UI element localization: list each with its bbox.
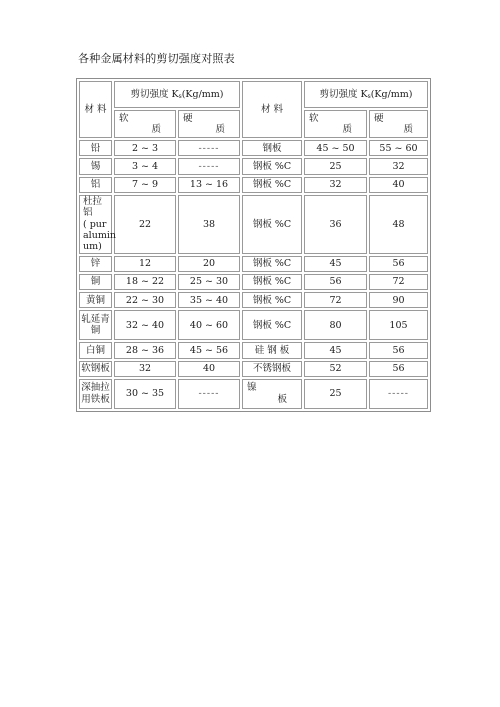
table-row bbox=[79, 256, 428, 272]
soft-value: 12 bbox=[114, 256, 176, 272]
material-cell: 钢板 %C bbox=[242, 195, 302, 254]
table-row bbox=[79, 379, 428, 409]
hard-value: 13 ~ 16 bbox=[178, 177, 240, 193]
material-cell: 镍 板 bbox=[242, 379, 302, 409]
hard-value: 20 bbox=[178, 256, 240, 272]
material-cell: 钢板 %C bbox=[242, 158, 302, 174]
hard-value: 40 bbox=[369, 177, 428, 193]
soft-value: 18 ~ 22 bbox=[114, 274, 176, 290]
document-title: 各种金属材料的剪切强度对照表 bbox=[78, 52, 235, 65]
hard-value: 35 ~ 40 bbox=[178, 292, 240, 308]
soft-value: 32 bbox=[114, 361, 176, 377]
soft-value: 22 bbox=[114, 195, 176, 254]
soft-value: 22 ~ 30 bbox=[114, 292, 176, 308]
header-strength-right: 剪切强度 Ks(Kg/mm) bbox=[304, 81, 428, 108]
table-row bbox=[79, 177, 428, 193]
hard-value: 90 bbox=[369, 292, 428, 308]
hard-value: ----- bbox=[178, 158, 240, 174]
material-cell: 轧延青 铜 bbox=[79, 310, 112, 340]
hard-value: ----- bbox=[369, 379, 428, 409]
shear-strength-table bbox=[76, 78, 431, 412]
soft-value: 36 bbox=[304, 195, 367, 254]
table-row bbox=[79, 310, 428, 340]
material-cell: 锡 bbox=[79, 158, 112, 174]
table-row bbox=[79, 140, 428, 156]
material-cell: 白铜 bbox=[79, 342, 112, 358]
soft-value: 45 bbox=[304, 256, 367, 272]
material-cell: 铝 bbox=[79, 177, 112, 193]
hard-value: ----- bbox=[178, 379, 240, 409]
soft-value: 52 bbox=[304, 361, 367, 377]
hard-value: 40 bbox=[178, 361, 240, 377]
hard-value: 48 bbox=[369, 195, 428, 254]
header-row-1 bbox=[79, 81, 428, 108]
header-hard-left: 硬 质 bbox=[178, 110, 240, 138]
material-cell: 深抽拉 用铁板 bbox=[79, 379, 112, 409]
material-cell: 钢板 %C bbox=[242, 274, 302, 290]
soft-value: 80 bbox=[304, 310, 367, 340]
material-cell: 杜拉铝 ( pur alumin um) bbox=[79, 195, 112, 254]
hard-value: 55 ~ 60 bbox=[369, 140, 428, 156]
header-soft-left: 软 质 bbox=[114, 110, 176, 138]
material-cell: 硅 钢 板 bbox=[242, 342, 302, 358]
table-row bbox=[79, 158, 428, 174]
hard-value: 56 bbox=[369, 361, 428, 377]
soft-value: 32 ~ 40 bbox=[114, 310, 176, 340]
header-soft-right: 软 质 bbox=[304, 110, 367, 138]
hard-value: 25 ~ 30 bbox=[178, 274, 240, 290]
soft-value: 45 bbox=[304, 342, 367, 358]
soft-value: 30 ~ 35 bbox=[114, 379, 176, 409]
soft-value: 7 ~ 9 bbox=[114, 177, 176, 193]
header-material-right: 材 料 bbox=[242, 81, 302, 138]
hard-value: 38 bbox=[178, 195, 240, 254]
soft-value: 45 ~ 50 bbox=[304, 140, 367, 156]
soft-value: 2 ~ 3 bbox=[114, 140, 176, 156]
soft-value: 28 ~ 36 bbox=[114, 342, 176, 358]
soft-value: 56 bbox=[304, 274, 367, 290]
hard-value: 56 bbox=[369, 342, 428, 358]
soft-value: 3 ~ 4 bbox=[114, 158, 176, 174]
material-cell: 铅 bbox=[79, 140, 112, 156]
hard-value: 105 bbox=[369, 310, 428, 340]
table-row bbox=[79, 361, 428, 377]
soft-value: 72 bbox=[304, 292, 367, 308]
material-cell: 钢板 %C bbox=[242, 256, 302, 272]
material-cell: 黄铜 bbox=[79, 292, 112, 308]
table-row bbox=[79, 195, 428, 254]
material-cell: 钢板 bbox=[242, 140, 302, 156]
table-row bbox=[79, 274, 428, 290]
table-row bbox=[79, 292, 428, 308]
material-cell: 不锈钢板 bbox=[242, 361, 302, 377]
hard-value: ----- bbox=[178, 140, 240, 156]
hard-value: 56 bbox=[369, 256, 428, 272]
header-strength-left: 剪切强度 Ks(Kg/mm) bbox=[114, 81, 240, 108]
soft-value: 32 bbox=[304, 177, 367, 193]
hard-value: 32 bbox=[369, 158, 428, 174]
header-material-left: 材 料 bbox=[79, 81, 112, 138]
hard-value: 40 ~ 60 bbox=[178, 310, 240, 340]
hard-value: 45 ~ 56 bbox=[178, 342, 240, 358]
material-cell: 钢板 %C bbox=[242, 177, 302, 193]
hard-value: 72 bbox=[369, 274, 428, 290]
material-cell: 钢板 %C bbox=[242, 310, 302, 340]
material-cell: 钢板 %C bbox=[242, 292, 302, 308]
material-cell: 铜 bbox=[79, 274, 112, 290]
soft-value: 25 bbox=[304, 379, 367, 409]
material-cell: 软钢板 bbox=[79, 361, 112, 377]
header-hard-right: 硬 质 bbox=[369, 110, 428, 138]
table-row bbox=[79, 342, 428, 358]
soft-value: 25 bbox=[304, 158, 367, 174]
material-cell: 锌 bbox=[79, 256, 112, 272]
